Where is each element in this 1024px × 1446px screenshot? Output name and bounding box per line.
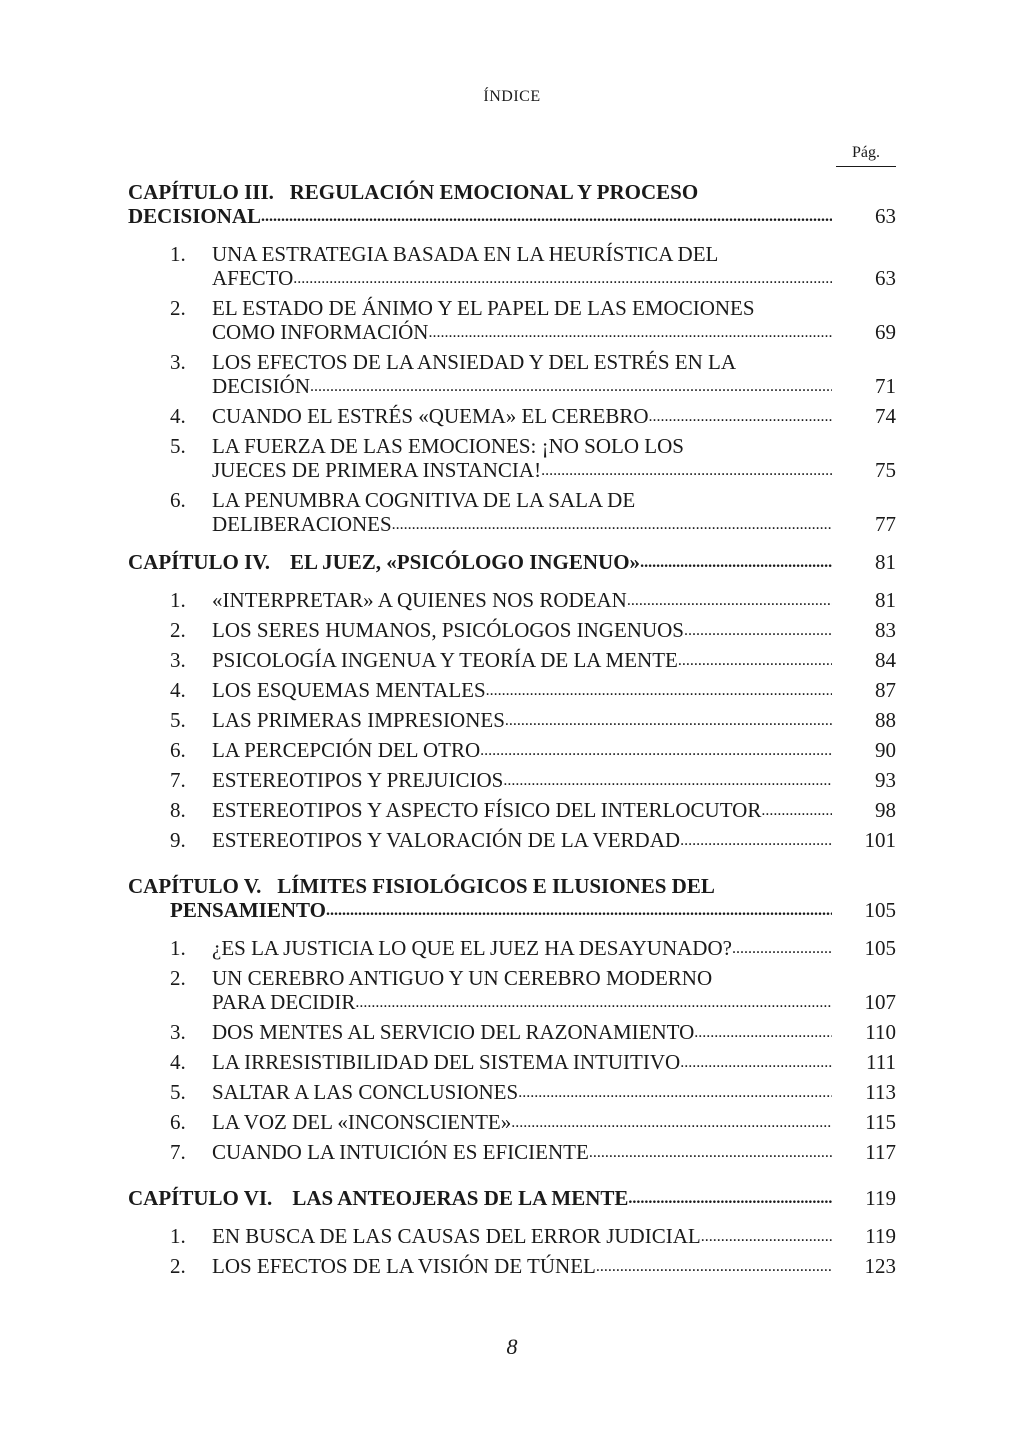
item-text <box>212 1140 832 1164</box>
dot-leader <box>480 742 832 762</box>
dot-leader <box>701 1228 832 1248</box>
item-number: 5. <box>170 1080 186 1104</box>
toc-item-line <box>128 936 896 960</box>
toc-item <box>128 1080 896 1104</box>
item-title: LOS EFECTOS DE LA ANSIEDAD Y DEL ESTRÉS EN LA <box>212 350 737 374</box>
item-title: DOS MENTES AL SERVICIO DEL RAZONAMIENTO <box>212 1020 695 1044</box>
toc-item <box>128 828 896 852</box>
toc-item-line <box>128 1224 896 1248</box>
chapter-page: 81 <box>875 550 896 574</box>
toc-chapter <box>128 1186 896 1278</box>
toc-item-line <box>128 768 896 792</box>
toc-item <box>128 488 896 536</box>
chapter-title-cont: PENSAMIENTO <box>170 898 326 922</box>
item-page: 71 <box>875 374 896 398</box>
toc-chapter <box>128 550 896 852</box>
chapter-title: LAS ANTEOJERAS DE LA MENTE <box>292 1186 629 1210</box>
item-title: UN CEREBRO ANTIGUO Y UN CEREBRO MODERNO <box>212 966 713 990</box>
toc-item-line <box>128 738 896 762</box>
item-title: CUANDO EL ESTRÉS «QUEMA» EL CEREBRO <box>212 404 649 428</box>
item-text <box>212 708 832 732</box>
toc-item-line <box>128 296 896 320</box>
toc-item-line <box>128 1050 896 1074</box>
item-number: 4. <box>170 678 186 702</box>
item-text <box>212 1224 832 1248</box>
toc-item-line <box>128 488 896 512</box>
item-number: 1. <box>170 1224 186 1248</box>
toc-item <box>128 798 896 822</box>
item-title: LA PENUMBRA COGNITIVA DE LA SALA DE <box>212 488 636 512</box>
item-text <box>212 1254 832 1278</box>
dot-leader <box>732 940 832 960</box>
toc-item-line <box>128 458 896 482</box>
item-title-cont: DECISIÓN <box>212 374 310 398</box>
toc-item-line <box>128 966 896 990</box>
item-number: 6. <box>170 488 186 512</box>
toc-item <box>128 350 896 398</box>
chapter-title-text <box>128 204 832 228</box>
item-page: 105 <box>864 936 896 960</box>
item-title-cont: PARA DECIDIR <box>212 990 356 1014</box>
toc-item <box>128 936 896 960</box>
toc-item-line <box>128 434 896 458</box>
item-number: 2. <box>170 1254 186 1278</box>
chapter-title-line <box>128 1186 896 1210</box>
item-page: 69 <box>875 320 896 344</box>
toc-item <box>128 618 896 642</box>
toc-item <box>128 648 896 672</box>
item-title: PSICOLOGÍA INGENUA Y TEORÍA DE LA MENTE <box>212 648 678 672</box>
item-title: SALTAR A LAS CONCLUSIONES <box>212 1080 519 1104</box>
dot-leader <box>694 1024 832 1044</box>
dot-leader <box>505 712 832 732</box>
item-text <box>212 296 832 320</box>
item-page: 75 <box>875 458 896 482</box>
item-page: 63 <box>875 266 896 290</box>
item-text <box>212 936 832 960</box>
toc-item <box>128 296 896 344</box>
toc-chapter <box>128 874 896 1164</box>
chapter-heading <box>128 1186 896 1210</box>
chapter-title-line <box>128 550 896 574</box>
dot-leader <box>627 592 832 612</box>
dot-leader <box>649 408 832 428</box>
item-page: 113 <box>865 1080 896 1104</box>
item-title: LA FUERZA DE LAS EMOCIONES: ¡NO SOLO LOS <box>212 434 684 458</box>
chapter-label: CAPÍTULO VI. <box>128 1186 273 1210</box>
running-header: ÍNDICE <box>483 88 541 105</box>
item-title: ESTEREOTIPOS Y VALORACIÓN DE LA VERDAD <box>212 828 681 852</box>
item-title: LA VOZ DEL «INCONSCIENTE» <box>212 1110 512 1134</box>
item-page: 101 <box>864 828 896 852</box>
chapter-label: CAPÍTULO III. <box>128 180 274 204</box>
toc-item-line <box>128 350 896 374</box>
item-text <box>212 374 832 398</box>
toc-item-line <box>128 798 896 822</box>
item-title: LOS EFECTOS DE LA VISIÓN DE TÚNEL <box>212 1254 596 1278</box>
dot-leader <box>541 462 832 482</box>
item-number: 1. <box>170 588 186 612</box>
toc-item <box>128 966 896 1014</box>
dot-leader <box>486 682 832 702</box>
toc-item <box>128 1224 896 1248</box>
toc-item <box>128 404 896 428</box>
item-number: 3. <box>170 1020 186 1044</box>
item-page: 98 <box>875 798 896 822</box>
toc-item-line <box>128 678 896 702</box>
page-number: 8 <box>506 1334 518 1359</box>
item-title: LA PERCEPCIÓN DEL OTRO <box>212 738 481 762</box>
dot-leader <box>678 652 832 672</box>
toc-item <box>128 678 896 702</box>
chapter-heading <box>128 550 896 574</box>
item-number: 7. <box>170 768 186 792</box>
item-page: 115 <box>865 1110 896 1134</box>
dot-leader <box>355 994 832 1014</box>
item-text <box>212 738 832 762</box>
item-page: 81 <box>875 588 896 612</box>
item-title: EN BUSCA DE LAS CAUSAS DEL ERROR JUDICIAL <box>212 1224 701 1248</box>
dot-leader <box>589 1144 832 1164</box>
item-title: LOS SERES HUMANOS, PSICÓLOGOS INGENUOS <box>212 618 684 642</box>
item-number: 8. <box>170 798 186 822</box>
page-column-rule <box>836 166 896 167</box>
dot-leader <box>293 270 832 290</box>
toc-item <box>128 1020 896 1044</box>
item-text <box>212 1080 832 1104</box>
chapter-heading <box>128 180 896 228</box>
item-title: CUANDO LA INTUICIÓN ES EFICIENTE <box>212 1140 589 1164</box>
toc-item-line <box>128 1080 896 1104</box>
item-number: 7. <box>170 1140 186 1164</box>
item-text <box>212 266 832 290</box>
toc-item-line <box>128 1020 896 1044</box>
item-text <box>212 678 832 702</box>
item-text <box>212 798 832 822</box>
toc-item-line <box>128 404 896 428</box>
chapter-title-text <box>128 1186 832 1210</box>
dot-leader <box>261 208 832 228</box>
item-number: 1. <box>170 936 186 960</box>
item-number: 3. <box>170 350 186 374</box>
item-page: 77 <box>875 512 896 536</box>
toc-item-line <box>128 266 896 290</box>
chapter-heading <box>128 874 896 922</box>
item-text <box>212 404 832 428</box>
item-page: 110 <box>865 1020 896 1044</box>
item-title: LOS ESQUEMAS MENTALES <box>212 678 486 702</box>
item-text <box>212 768 832 792</box>
item-text <box>212 618 832 642</box>
item-page: 119 <box>865 1224 896 1248</box>
item-title-cont: COMO INFORMACIÓN <box>212 320 429 344</box>
toc-item-line <box>128 1110 896 1134</box>
dot-leader <box>310 378 832 398</box>
item-title: UNA ESTRATEGIA BASADA EN LA HEURÍSTICA DEL <box>212 242 719 266</box>
dot-leader <box>761 802 832 822</box>
item-text <box>212 350 832 374</box>
toc-item <box>128 1110 896 1134</box>
item-page: 107 <box>864 990 896 1014</box>
item-number: 2. <box>170 966 186 990</box>
dot-leader <box>684 622 832 642</box>
item-page: 87 <box>875 678 896 702</box>
item-page: 90 <box>875 738 896 762</box>
toc-item <box>128 708 896 732</box>
item-text <box>212 488 832 512</box>
item-title: «INTERPRETAR» A QUIENES NOS RODEAN <box>212 588 627 612</box>
item-text <box>212 512 832 536</box>
toc-item <box>128 1140 896 1164</box>
page-column-text: Pág. <box>852 144 880 161</box>
chapter-label: CAPÍTULO IV. <box>128 550 270 574</box>
item-title: LA IRRESISTIBILIDAD DEL SISTEMA INTUITIVO <box>212 1050 681 1074</box>
toc-item-line <box>128 320 896 344</box>
dot-leader <box>680 1054 832 1074</box>
chapter-page: 63 <box>875 204 896 228</box>
item-title-cont: AFECTO <box>212 266 294 290</box>
item-text <box>212 1110 832 1134</box>
dot-leader <box>392 516 832 536</box>
toc-item-line <box>128 708 896 732</box>
item-title: ESTEREOTIPOS Y ASPECTO FÍSICO DEL INTERLOCUTOR <box>212 798 762 822</box>
item-page: 88 <box>875 708 896 732</box>
dot-leader <box>640 554 832 574</box>
item-text <box>212 1050 832 1074</box>
item-text <box>212 320 832 344</box>
item-number: 1. <box>170 242 186 266</box>
chapter-label: CAPÍTULO V. <box>128 874 262 898</box>
item-text <box>212 434 832 458</box>
item-number: 4. <box>170 1050 186 1074</box>
item-number: 6. <box>170 738 186 762</box>
dot-leader <box>503 772 832 792</box>
chapter-title: REGULACIÓN EMOCIONAL Y PROCESO <box>289 180 699 204</box>
toc-item-line <box>128 512 896 536</box>
item-text <box>212 242 832 266</box>
toc-item-line <box>128 618 896 642</box>
page-column-label <box>836 144 896 167</box>
item-title: ESTEREOTIPOS Y PREJUICIOS <box>212 768 504 792</box>
toc-item <box>128 434 896 482</box>
item-page: 117 <box>865 1140 896 1164</box>
item-text <box>212 990 832 1014</box>
dot-leader <box>428 324 832 344</box>
table-of-contents <box>128 180 896 1278</box>
toc-item <box>128 588 896 612</box>
item-page: 123 <box>864 1254 896 1278</box>
chapter-title-line <box>128 898 896 922</box>
toc-item-line <box>128 374 896 398</box>
item-text <box>212 828 832 852</box>
toc-item <box>128 768 896 792</box>
item-title: LAS PRIMERAS IMPRESIONES <box>212 708 505 732</box>
dot-leader <box>596 1258 832 1278</box>
dot-leader <box>511 1114 832 1134</box>
item-number: 5. <box>170 434 186 458</box>
toc-item <box>128 1254 896 1278</box>
item-title-cont: JUECES DE PRIMERA INSTANCIA! <box>212 458 542 482</box>
toc-item-line <box>128 1140 896 1164</box>
toc-item-line <box>128 242 896 266</box>
toc-item-line <box>128 990 896 1014</box>
item-page: 84 <box>875 648 896 672</box>
item-page: 83 <box>875 618 896 642</box>
item-number: 2. <box>170 618 186 642</box>
item-page: 93 <box>875 768 896 792</box>
item-title: EL ESTADO DE ÁNIMO Y EL PAPEL DE LAS EMOCIONES <box>212 296 755 320</box>
item-text <box>212 458 832 482</box>
chapter-title-text <box>128 898 832 922</box>
item-page: 74 <box>875 404 896 428</box>
toc-item <box>128 738 896 762</box>
item-number: 9. <box>170 828 186 852</box>
item-page: 111 <box>866 1050 896 1074</box>
chapter-title: EL JUEZ, «PSICÓLOGO INGENUO» <box>289 550 641 574</box>
item-text <box>212 648 832 672</box>
toc-item-line <box>128 828 896 852</box>
item-title: ¿ES LA JUSTICIA LO QUE EL JUEZ HA DESAYUNADO? <box>212 936 732 960</box>
toc-item <box>128 1050 896 1074</box>
dot-leader <box>326 902 832 922</box>
item-number: 3. <box>170 648 186 672</box>
toc-item-line <box>128 1254 896 1278</box>
toc-item-line <box>128 588 896 612</box>
item-title-cont: DELIBERACIONES <box>212 512 392 536</box>
item-number: 6. <box>170 1110 186 1134</box>
dot-leader <box>518 1084 832 1104</box>
chapter-title-text <box>128 550 832 574</box>
chapter-title-line <box>128 204 896 228</box>
item-text <box>212 588 832 612</box>
item-number: 2. <box>170 296 186 320</box>
chapter-page: 119 <box>865 1186 896 1210</box>
chapter-page: 105 <box>864 898 896 922</box>
chapter-title-line <box>128 874 896 898</box>
dot-leader <box>628 1190 832 1210</box>
toc-chapter <box>128 180 896 536</box>
item-number: 4. <box>170 404 186 428</box>
toc-item <box>128 242 896 290</box>
chapter-title: LÍMITES FISIOLÓGICOS E ILUSIONES DEL <box>277 874 715 898</box>
item-text <box>212 966 832 990</box>
item-number: 5. <box>170 708 186 732</box>
chapter-title-cont: DECISIONAL <box>128 204 262 228</box>
dot-leader <box>680 832 832 852</box>
item-text <box>212 1020 832 1044</box>
toc-item-line <box>128 648 896 672</box>
chapter-title-line <box>128 180 896 204</box>
